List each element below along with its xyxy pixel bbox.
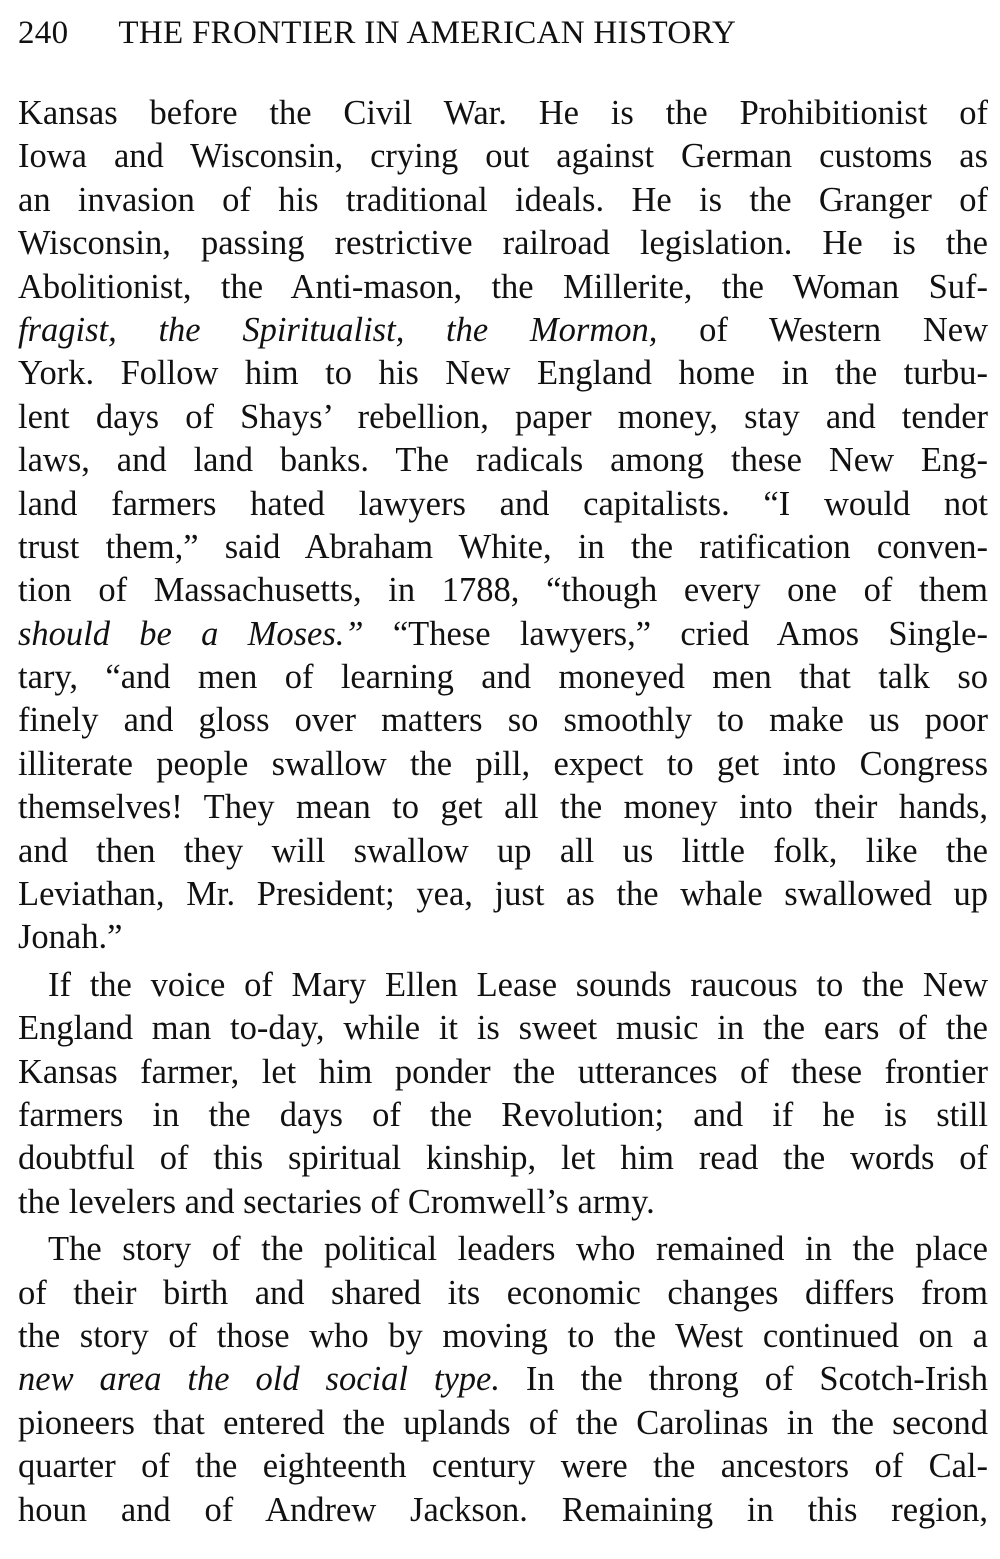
text-line: England man to-day, while it is sweet music in the ears of the [18,1009,988,1048]
text-line: doubtful of this spiritual kinship, let him read the words of [18,1139,988,1178]
text-line: The story of the political leaders who remained in the place [48,1230,988,1269]
text-line: Iowa and Wisconsin, crying out against German customs as [18,137,988,176]
text-line: pioneers that entered the uplands of the Carolinas in the second [18,1403,988,1442]
running-head [18,10,988,56]
text-line: themselves! They mean to get all the money into their hands, [18,788,988,827]
text-line: Leviathan, Mr. President; yea, just as the whale swallowed up [18,875,988,914]
italic-span: new area the old social type. [18,1360,500,1399]
text-line: lent days of Shays’ rebellion, paper money, stay and tender [18,397,988,436]
text-line: the levelers and sectaries of Cromwell’s army. [18,1182,655,1221]
text-line: should be a Moses.” “These lawyers,” cried Amos Single- [18,614,988,653]
text-line: tary, “and men of learning and moneyed men that talk so [18,658,988,697]
paragraph-3 [18,1228,988,1532]
text-line: laws, and land banks. The radicals among these New Eng- [18,441,988,480]
paragraph-1 [18,92,988,960]
text-line: fragist, the Spiritualist, the Mormon, of Western New [18,310,988,349]
running-title: THE FRONTIER IN AMERICAN HISTORY [118,15,737,51]
text-line: tion of Massachusetts, in 1788, “though every one of them [18,571,988,610]
text-line: land farmers hated lawyers and capitalists. “I would not [18,484,988,523]
text-line: Jonah.” [18,918,123,957]
text-line: Kansas farmer, let him ponder the utterances of these frontier [18,1052,988,1091]
book-page [18,0,988,1559]
text-line: York. Follow him to his New England home in the turbu- [18,354,988,393]
text-line: Abolitionist, the Anti-mason, the Millerite, the Woman Suf- [18,267,988,306]
body-text [18,92,988,1532]
text-line: new area the old social type. In the throng of Scotch-Irish [18,1360,988,1399]
italic-span: should be a Moses.” [18,614,364,653]
paragraph-2 [18,964,988,1224]
text-line: and then they will swallow up all us little folk, like the [18,831,988,870]
text-line: farmers in the days of the Revolution; and if he is still [18,1095,988,1134]
text-line: an invasion of his traditional ideals. He is the Granger of [18,180,988,219]
text-line: illiterate people swallow the pill, expect to get into Congress [18,744,988,783]
text-line: the story of those who by moving to the West continued on a [18,1316,988,1355]
text-line: houn and of Andrew Jackson. Remaining in this region, [18,1490,988,1529]
text-line: finely and gloss over matters so smoothly to make us poor [18,701,988,740]
text-line: of their birth and shared its economic changes differs from [18,1273,988,1312]
text-line: If the voice of Mary Ellen Lease sounds raucous to the New [48,965,988,1004]
text-line: quarter of the eighteenth century were the ancestors of Cal- [18,1447,988,1486]
text-line: trust them,” said Abraham White, in the ratification conven- [18,527,988,566]
italic-span: fragist, the Spiritualist, the Mormon, [18,310,658,349]
text-line: Kansas before the Civil War. He is the Prohibitionist of [18,94,988,132]
text-line: Wisconsin, passing restrictive railroad legislation. He is the [18,224,988,263]
page-number: 240 [18,15,69,51]
